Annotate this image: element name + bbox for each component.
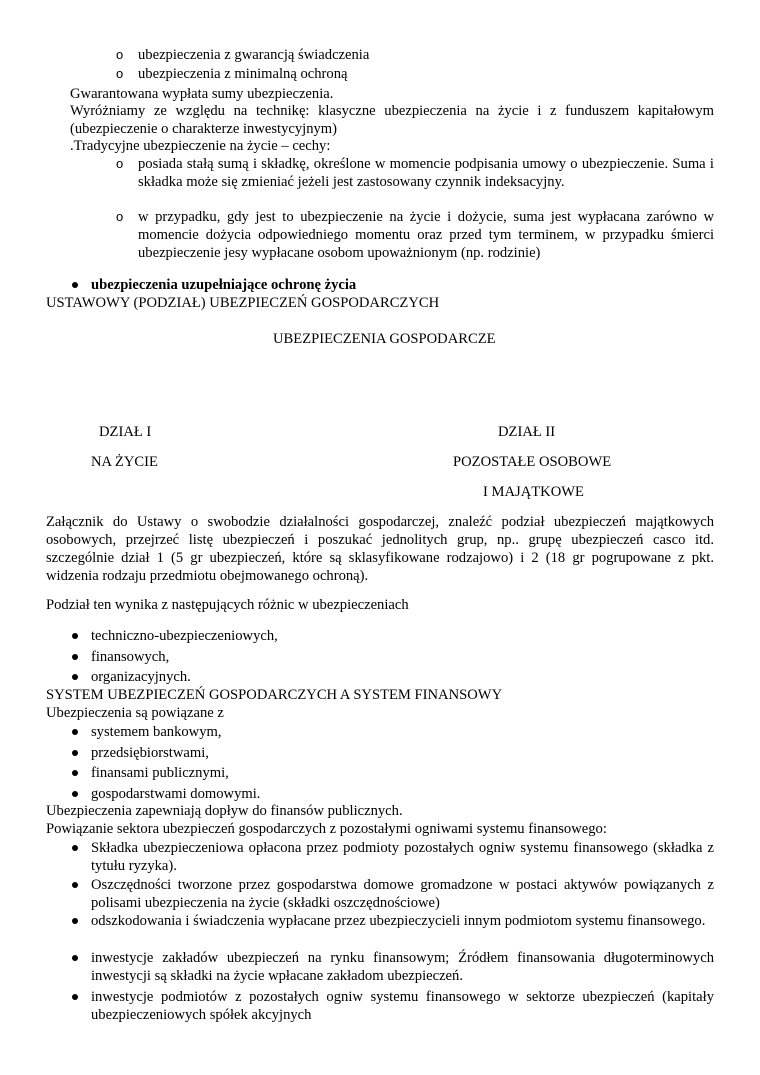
paragraph-distinguish: Wyróżniamy ze względu na technikę: klasyczne ubezpieczenia na życie i z funduszem kapitałowym (ubezpieczenie o charakterze inwestycyjnym) xyxy=(70,103,714,137)
dzial-2-label: DZIAŁ II xyxy=(498,424,556,440)
line-division: Podział ten wynika z następujących różnic w ubezpieczeniach xyxy=(46,597,409,613)
link-item-4: gospodarstwami domowymi. xyxy=(91,786,261,802)
line-inflow: Ubezpieczenia zapewniają dopływ do finansów publicznych. xyxy=(46,803,403,819)
bullet-icon xyxy=(72,882,78,888)
relation-item-1: Składka ubezpieczeniowa opłacona przez podmioty pozostałych ogniw systemu finansowego (składka z tytułu ryzyka). xyxy=(91,840,714,874)
bullet-icon xyxy=(72,729,78,735)
bold-bullet-item: ubezpieczenia uzupełniające ochronę życia xyxy=(91,277,357,293)
dzial-1-desc: NA ŻYCIE xyxy=(91,454,158,470)
relation-item-4: inwestycje zakładów ubezpieczeń na rynku finansowym; Źródłem finansowania długoterminowych inwestycji są składki na życie wpłacane zakładom ubezpieczeń. xyxy=(91,950,714,984)
line-traditional: .Tradycyjne ubezpieczenie na życie – cechy: xyxy=(70,138,331,154)
sub-item-1: ubezpieczenia z gwarancją świadczenia xyxy=(138,47,370,63)
bullet-icon xyxy=(72,674,78,680)
bullet-icon xyxy=(72,654,78,660)
circle-bullet-icon: o xyxy=(116,156,124,171)
heading-statutory: USTAWOWY (PODZIAŁ) UBEZPIECZEŃ GOSPODARCZYCH xyxy=(46,295,440,311)
paragraph-annex: Załącznik do Ustawy o swobodzie działalności gospodarczej, znaleźć podział ubezpieczeń majątkowych osobowych, przejrzeć listę ubezpieczeń i poszukać jednolitych grup, np.. grupę ubezpieczeń casco itd. szczególnie dział 1 (5 gr ubezpieczeń, które są sklasyfikowane rodzajowo) i 2 (18 gr pogrupowane z pkt. widzenia rodzaju przedmiotu obejmowanego ochroną). xyxy=(46,514,714,584)
bullet-icon xyxy=(72,791,78,797)
relation-item-5: inwestycje podmiotów z pozostałych ogniw systemu finansowego w sektorze ubezpieczeń (kapitały ubezpieczeniowych spółek akcyjnych xyxy=(91,989,714,1023)
bullet-icon xyxy=(72,845,78,851)
line-guaranteed: Gwarantowana wypłata sumy ubezpieczenia. xyxy=(70,86,334,102)
circle-bullet-icon: o xyxy=(116,209,124,224)
link-item-3: finansami publicznymi, xyxy=(91,765,229,781)
feature-item-2: w przypadku, gdy jest to ubezpieczenie na życie i dożycie, suma jest wypłacana zarówno w momencie dożycia odpowiedniego momentu oraz przed tym terminem, w przypadku śmierci ubezpieczenie jesy wypłacane osobom upoważnionym (np. rodzinie) xyxy=(138,209,714,261)
circle-bullet-icon: o xyxy=(116,47,124,62)
dzial-1-label: DZIAŁ I xyxy=(99,424,152,440)
bullet-icon xyxy=(72,282,78,288)
link-item-1: systemem bankowym, xyxy=(91,724,222,740)
bullet-icon xyxy=(72,994,78,1000)
center-title: UBEZPIECZENIA GOSPODARCZE xyxy=(273,331,496,347)
feature-item-1: posiada stałą sumą i składkę, określone w momencie podpisania umowy o ubezpieczenie. Suma i składka może się zmieniać jeżeli jest zastosowany czynnik indeksacyjny. xyxy=(138,156,714,190)
sub-item-2: ubezpieczenia z minimalną ochroną xyxy=(138,66,348,82)
dzial-2-desc-line2: I MAJĄTKOWE xyxy=(483,484,584,500)
relation-item-3: odszkodowania i świadczenia wypłacane przez ubezpieczycieli innym podmiotom systemu finansowego. xyxy=(91,913,706,929)
bullet-icon xyxy=(72,955,78,961)
dzial-2-desc-line1: POZOSTAŁE OSOBOWE xyxy=(453,454,612,470)
line-relation: Powiązanie sektora ubezpieczeń gospodarczych z pozostałymi ogniwami systemu finansowego: xyxy=(46,821,607,837)
line-linked: Ubezpieczenia są powiązane z xyxy=(46,705,224,721)
relation-item-2: Oszczędności tworzone przez gospodarstwa domowe gromadzone w postaci aktywów powiązanych z polisami ubezpieczenia na życie (składki oszczędnościowe) xyxy=(91,877,714,911)
bullet-icon xyxy=(72,770,78,776)
difference-item-1: techniczno-ubezpieczeniowych, xyxy=(91,628,278,644)
difference-item-2: finansowych, xyxy=(91,649,170,665)
bullet-icon xyxy=(72,633,78,639)
circle-bullet-icon: o xyxy=(116,66,124,81)
difference-item-3: organizacyjnych. xyxy=(91,669,191,685)
heading-system: SYSTEM UBEZPIECZEŃ GOSPODARCZYCH A SYSTEM FINANSOWY xyxy=(46,687,503,703)
bullet-icon xyxy=(72,750,78,756)
link-item-2: przedsiębiorstwami, xyxy=(91,745,209,761)
bullet-icon xyxy=(72,918,78,924)
